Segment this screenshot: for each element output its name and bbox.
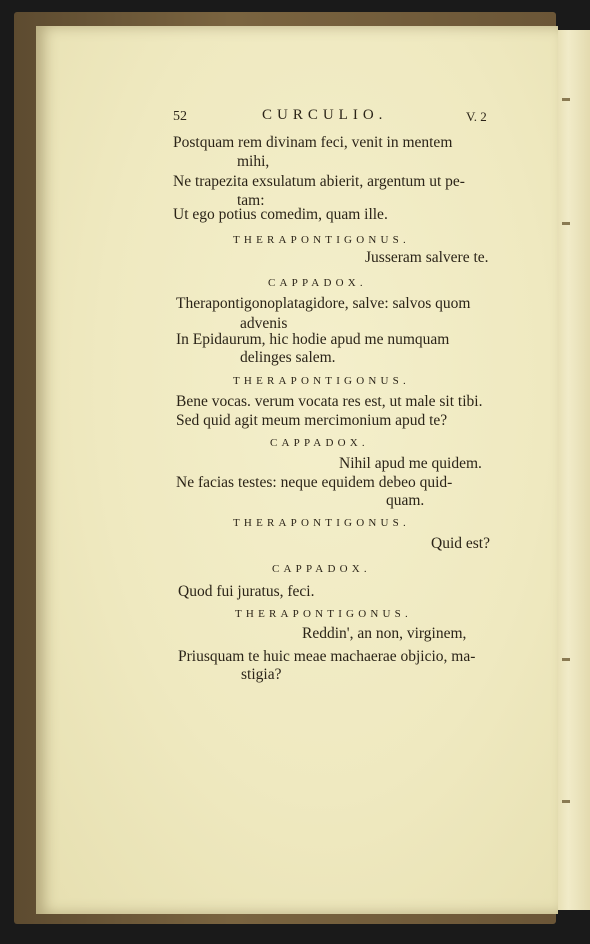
verse-line: Sed quid agit meum mercimonium apud te? — [176, 412, 448, 429]
verse-line: Jusseram salvere te. — [365, 249, 489, 266]
edge-mark — [562, 658, 570, 661]
act-scene-number: V. 2 — [466, 109, 487, 124]
verse-line: Ne facias testes: neque equidem debeo quid- — [176, 474, 453, 491]
edge-mark — [562, 222, 570, 225]
verse-line: quam. — [386, 492, 425, 509]
verse-line: stigia? — [241, 666, 282, 683]
edge-mark — [562, 800, 570, 803]
verse-line: Quid est? — [431, 535, 490, 552]
verse-line: In Epidaurum, hic hodie apud me numquam — [176, 331, 450, 348]
verse-line: delinges salem. — [240, 349, 336, 366]
verse-line: Priusquam te huic meae machaerae objicio, ma- — [178, 648, 476, 665]
speaker-name: THERAPONTIGONUS. — [233, 234, 410, 246]
page-number: 52 — [173, 109, 187, 124]
speaker-name: THERAPONTIGONUS. — [235, 608, 412, 620]
verse-line: advenis — [240, 315, 288, 332]
verse-line: Reddin', an non, virginem, — [302, 625, 467, 642]
verse-line: tam: — [237, 192, 265, 209]
verse-line: Bene vocas. verum vocata res est, ut male sit tibi. — [176, 393, 483, 410]
speaker-name: CAPPADOX. — [268, 277, 367, 289]
verse-line: Ut ego potius comedim, quam ille. — [173, 206, 388, 223]
verse-line: Quod fui juratus, feci. — [178, 583, 315, 600]
edge-mark — [562, 98, 570, 101]
speaker-name: THERAPONTIGONUS. — [233, 517, 410, 529]
speaker-name: THERAPONTIGONUS. — [233, 375, 410, 387]
verse-line: mihi, — [237, 153, 270, 170]
verse-line: Postquam rem divinam feci, venit in mentem — [173, 134, 453, 151]
verse-line: Therapontigonoplatagidore, salve: salvos quom — [176, 295, 471, 312]
speaker-name: CAPPADOX. — [272, 563, 371, 575]
page-edge — [556, 30, 590, 910]
speaker-name: CAPPADOX. — [270, 437, 369, 449]
verse-line: Nihil apud me quidem. — [339, 455, 482, 472]
running-title: CURCULIO. — [262, 107, 388, 123]
verse-line: Ne trapezita exsulatum abierit, argentum ut pe- — [173, 173, 465, 190]
